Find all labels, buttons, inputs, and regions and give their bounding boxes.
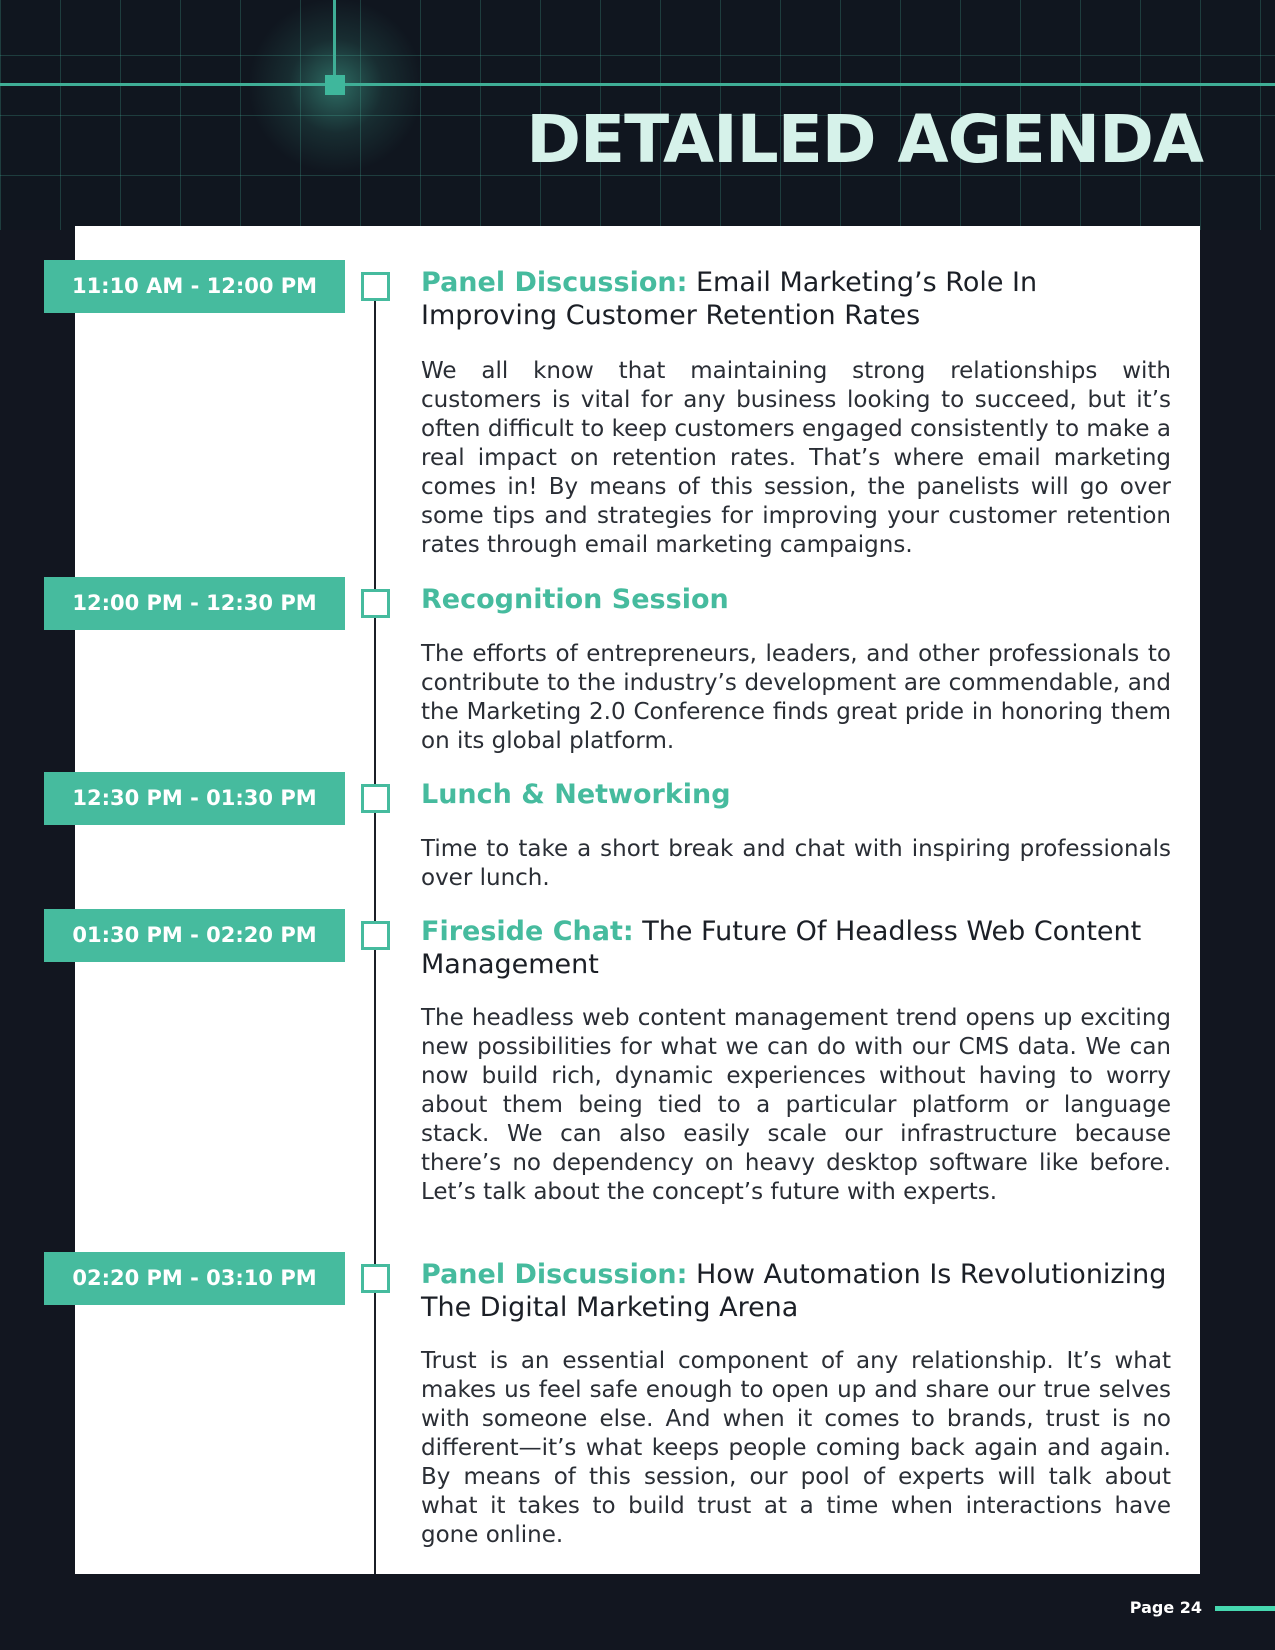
session-title: [421, 266, 1181, 332]
session-description: We all know that maintaining strong relationships with customers is vital for any business looking to succeed, but it’s often difficult to keep customers engaged consistently to make a real impact on retention rates. That’s where email marketing comes in! By means of this session, the panelists will go over some tips and strategies for improving your customer retention rates through email marketing campaigns.: [421, 358, 1171, 558]
session-kicker: Recognition Session: [421, 584, 729, 615]
session-description: Time to take a short break and chat with inspiring professionals over lunch.: [421, 836, 1171, 891]
session-kicker: Panel Discussion:: [421, 1259, 688, 1290]
time-badge: 12:30 PM - 01:30 PM: [44, 772, 345, 825]
grid-highlight-line-horizontal: [0, 83, 1275, 86]
timeline-marker-icon: [361, 921, 390, 950]
timeline-marker-icon: [361, 784, 390, 813]
session-kicker: Fireside Chat:: [421, 916, 634, 947]
session-title-text: How Automation Is Revolutionizing The Digital Marketing Arena: [421, 1259, 1167, 1323]
session-kicker: Panel Discussion:: [421, 267, 688, 298]
page-title: DETAILED AGENDA: [526, 101, 1203, 178]
session-description: Trust is an essential component of any relationship. It’s what makes us feel safe enough to open up and share our true selves with someone else. And when it comes to brands, trust is no different—it’s what keeps people coming back again and again. By means of this session, our pool of experts will talk about what it takes to build trust at a time when interactions have gone online.: [421, 1348, 1171, 1548]
grid-node-square-icon: [325, 75, 345, 95]
time-badge: 12:00 PM - 12:30 PM: [44, 577, 345, 630]
time-badge: 02:20 PM - 03:10 PM: [44, 1252, 345, 1305]
header-banner: [0, 0, 1275, 230]
page-accent-bar: [1215, 1606, 1275, 1611]
page-number: Page 24: [1129, 1598, 1202, 1617]
session-title: [421, 778, 1181, 811]
session-description: The efforts of entrepreneurs, leaders, and other professionals to contribute to the industry’s development are commendable, and the Marketing 2.0 Conference finds great pride in honoring them on its global platform.: [421, 641, 1171, 754]
grid-highlight-line-vertical: [333, 0, 336, 86]
session-title: [421, 915, 1181, 981]
timeline-marker-icon: [361, 272, 390, 301]
session-title-text: The Future Of Headless Web Content Management: [421, 916, 1142, 980]
timeline-marker-icon: [361, 1264, 390, 1293]
session-title-text: Email Marketing’s Role In Improving Customer Retention Rates: [421, 267, 1038, 331]
session-title: [421, 583, 1181, 616]
session-kicker: Lunch & Networking: [421, 779, 731, 810]
time-badge: 11:10 AM - 12:00 PM: [44, 260, 345, 313]
timeline-marker-icon: [361, 589, 390, 618]
session-title: [421, 1258, 1181, 1324]
time-badge: 01:30 PM - 02:20 PM: [44, 909, 345, 962]
session-description: The headless web content management trend opens up exciting new possibilities for what we can do with our CMS data. We can now build rich, dynamic experiences without having to worry about them being tied to a particular platform or language stack. We can also easily scale our infrastructure because there’s no dependency on heavy desktop software like before. Let’s talk about the concept’s future with experts.: [421, 1005, 1171, 1205]
